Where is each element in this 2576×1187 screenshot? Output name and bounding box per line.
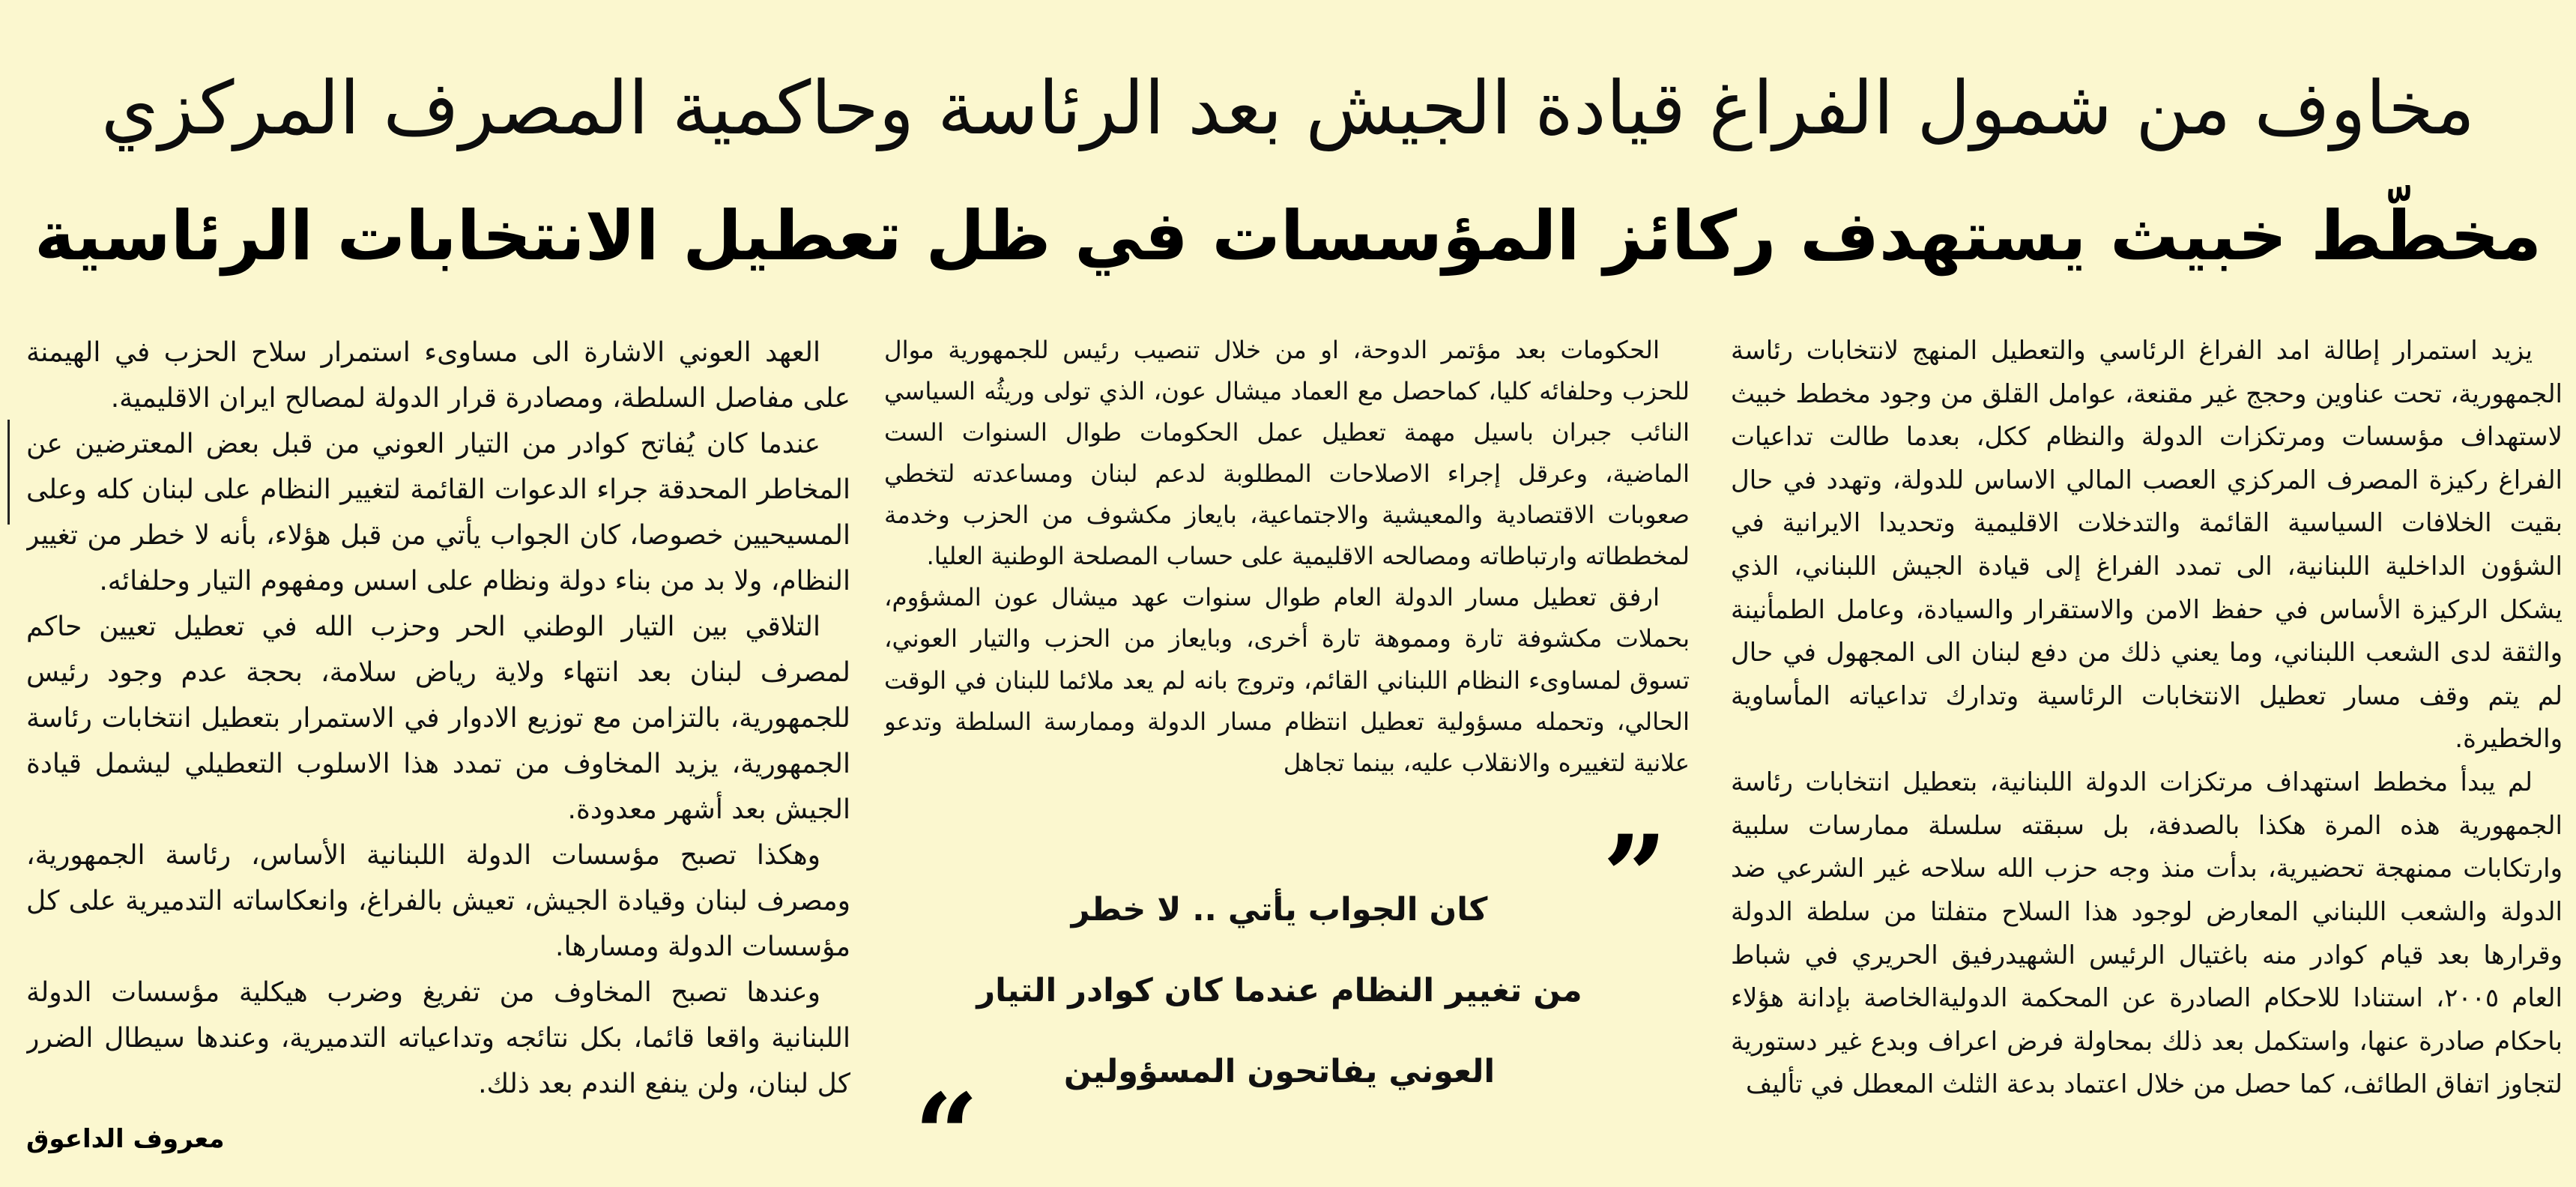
kicker-headline: مخاوف من شمول الفراغ قيادة الجيش بعد الرئاسة وحاكمية المصرف المركزي [100,66,2476,151]
article-column-right [1731,330,2563,1158]
pull-quote-line: كان الجواب يأتي .. لا خطر [1071,891,1488,928]
quote-close-icon: “ [914,1069,979,1187]
paragraph: ارفق تعطيل مسار الدولة العام طوال سنوات عهد ميشال عون المشؤوم، بحملات مكشوفة تارة ومموهة تارة أخرى، وبايعاز من الحزب والتيار العوني، تسوق لمساوىء النظام اللبناني القائم، وتروج بانه لم يعد ملائما للبنان في الوقت الحالي، وتحمله مسؤولية تعطيل انتظام مسار الدولة وممارسة السلطة وتدعو علانية لتغييره والانقلاب عليه، بينما تجاهل [884,583,1690,777]
pull-quote [884,811,1690,1187]
paragraph: التلاقي بين التيار الوطني الحر وحزب الله في تعطيل تعيين حاكم لمصرف لبنان بعد انتهاء ولاية رياض سلامة، بحجة عدم وجود رئيس للجمهورية، بالتزامن مع توزيع الادوار في الاستمرار بتعطيل انتخابات رئاسة الجمهورية، يزيد المخاوف من تمدد هذا الاسلوب التعطيلي ليشمل قيادة الجيش بعد أشهر معدودة. [26,611,850,825]
quote-open-icon: ” [1602,811,1667,943]
pull-quote-line: من تغيير النظام عندما كان كوادر التيار [976,972,1582,1009]
paragraph: وهكذا تصبح مؤسسات الدولة اللبنانية الأساس، رئاسة الجمهورية، ومصرف لبنان وقيادة الجيش، تعيش بالفراغ، وانعكاساته التدميرية على كل مؤسسات الدولة ومسارها. [26,840,850,962]
pull-quote-text [974,869,1585,1112]
article-column-middle [884,330,1690,794]
paragraph: وعندها تصبح المخاوف من تفريغ وضرب هيكلية مؤسسات الدولة اللبنانية واقعا قائما، بكل نتائجه وتداعياته التدميرية، وعندها سيطال الضرر كل لبنان، ولن ينفع الندم بعد ذلك. [26,977,850,1099]
paragraph: يزيد استمرار إطالة امد الفراغ الرئاسي والتعطيل المنهج لانتخابات رئاسة الجمهورية، تحت عناوين وحجج غير مقنعة، عوامل القلق من وجود مخطط خبيث لاستهداف مؤسسات ومرتكزات الدولة والنظام ككل، بعدما طالت تداعيات الفراغ ركيزة المصرف المركزي العصب المالي الاساس للدولة، وتهدد في حال بقيت الخلافات السياسية القائمة والتدخلات الاقليمية وتحديدا الايرانية في الشؤون الداخلية اللبنانية، الى تمدد الفراغ إلى قيادة الجيش اللبناني، الذي يشكل الركيزة الأساس في حفظ الامن والاستقرار والسيادة، وعامل الطمأنينة والثقة لدى الشعب اللبناني، وما يعني ذلك من دفع لبنان الى المجهول في حال لم يتم وقف مسار تعطيل الانتخابات الرئاسية وتدارك تداعياته المأساوية والخطيرة. [1731,336,2563,755]
column-rule [7,420,10,525]
pull-quote-line: العوني يفاتحون المسؤولين [1063,1053,1496,1090]
paragraph: الحكومات بعد مؤتمر الدوحة، او من خلال تنصيب رئيس للجمهورية موال للحزب وحلفائه كليا، كماحصل مع العماد ميشال عون، الذي تولى وريثُه السياسي النائب جبران باسيل مهمة تعطيل عمل الحكومات طوال السنوات الست الماضية، وعرقل إجراء الاصلاحات المطلوبة لدعم لبنان ومساعدته لتخطي صعوبات الاقتصادية والمعيشية والاجتماعية، بايعاز مكشوف من الحزب وخدمة لمخططاته وارتباطاته ومصالحه الاقليمية على حساب المصلحة الوطنية العليا. [884,336,1690,571]
author-byline: معروف الداعوق [26,1124,225,1154]
paragraph: لم يبدأ مخطط استهداف مرتكزات الدولة اللبنانية، بتعطيل انتخابات رئاسة الجمهورية هذه المرة هكذا بالصدفة، بل سبقته سلسلة ممارسات سلبية وارتكابات ممنهجة تحضيرية، بدأت منذ وجه حزب الله سلاحه غير الشرعي ضد الدولة والشعب اللبناني المعارض لوجود هذا السلاح متفلتا من سلطة الدولة وقرارها بعد قيام كوادر منه باغتيال الرئيس الشهيدرفيق الحريري في شباط العام ٢٠٠٥، استنادا للاحكام الصادرة عن المحكمة الدوليةالخاصة بإدانة هؤلاء باحكام صادرة عنها، واستكمل بعد ذلك بمحاولة فرض اعراف وبدع غير دستورية لتجاوز اتفاق الطائف، كما حصل من خلال اعتماد بدعة الثلث المعطل في تأليف [1731,767,2563,1100]
paragraph: عندما كان يُفاتح كوادر من التيار العوني من قبل بعض المعترضين عن المخاطر المحدقة جراء الدعوات القائمة لتغيير النظام على لبنان كله وعلى المسيحيين خصوصا، كان الجواب يأتي من قبل هؤلاء، بأنه لا خطر من تغيير النظام، ولا بد من بناء دولة ونظام على اسس ومفهوم التيار وحلفائه. [26,429,850,596]
article-column-left [26,330,850,1117]
main-headline: مخطّط خبيث يستهدف ركائز المؤسسات في ظل تعطيل الانتخابات الرئاسية [34,196,2542,276]
paragraph: العهد العوني الاشارة الى مساوىء استمرار سلاح الحزب في الهيمنة على مفاصل السلطة، ومصادرة قرار الدولة لمصالح ايران الاقليمية. [26,337,850,414]
